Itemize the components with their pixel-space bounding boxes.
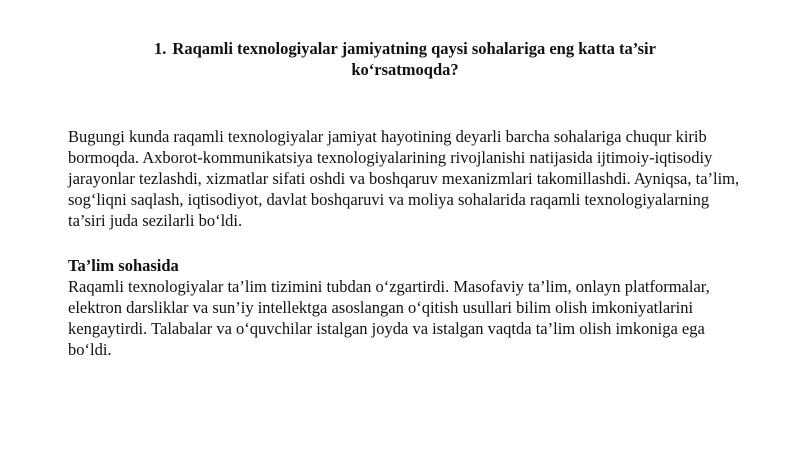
intro-paragraph: Bugungi kunda raqamli texnologiyalar jamiyat hayotining deyarli barcha sohalariga chuqur kirib bormoqda. Axborot-kommunikatsiya texnologiyalarining rivojlanishi natijasida ijtimoiy-iqtisodiy jarayonlar tezlashdi, xizmatlar sifati oshdi va boshqaruv mexanizmlari takomillashdi. Ayniqsa, ta’lim, sog‘liqni saqlash, iqtisodiyot, davlat boshqaruvi va moliya sohalarida raqamli texnologiyalarning ta’siri juda sezilarli bo‘ldi. xyxy=(68,127,740,230)
heading-text: Raqamli texnologiyalar jamiyatning qaysi sohalariga eng katta ta’sir ko‘rsatmoqda? xyxy=(172,39,656,79)
section-title: Ta’lim sohasida xyxy=(68,256,179,275)
section-paragraph: Raqamli texnologiyalar ta’lim tizimini tubdan o‘zgartirdi. Masofaviy ta’lim, onlayn platformalar, elektron darsliklar va sun’iy intellektga asoslangan o‘qitish usullari bilim olish imkoniyatlarini kengaytirdi. Talabalar va o‘quvchilar istalgan joyda va istalgan vaqtda ta’lim olish imkoniga ega bo‘ldi. xyxy=(68,277,710,359)
question-heading xyxy=(110,38,700,80)
heading-number: 1. xyxy=(154,39,167,58)
